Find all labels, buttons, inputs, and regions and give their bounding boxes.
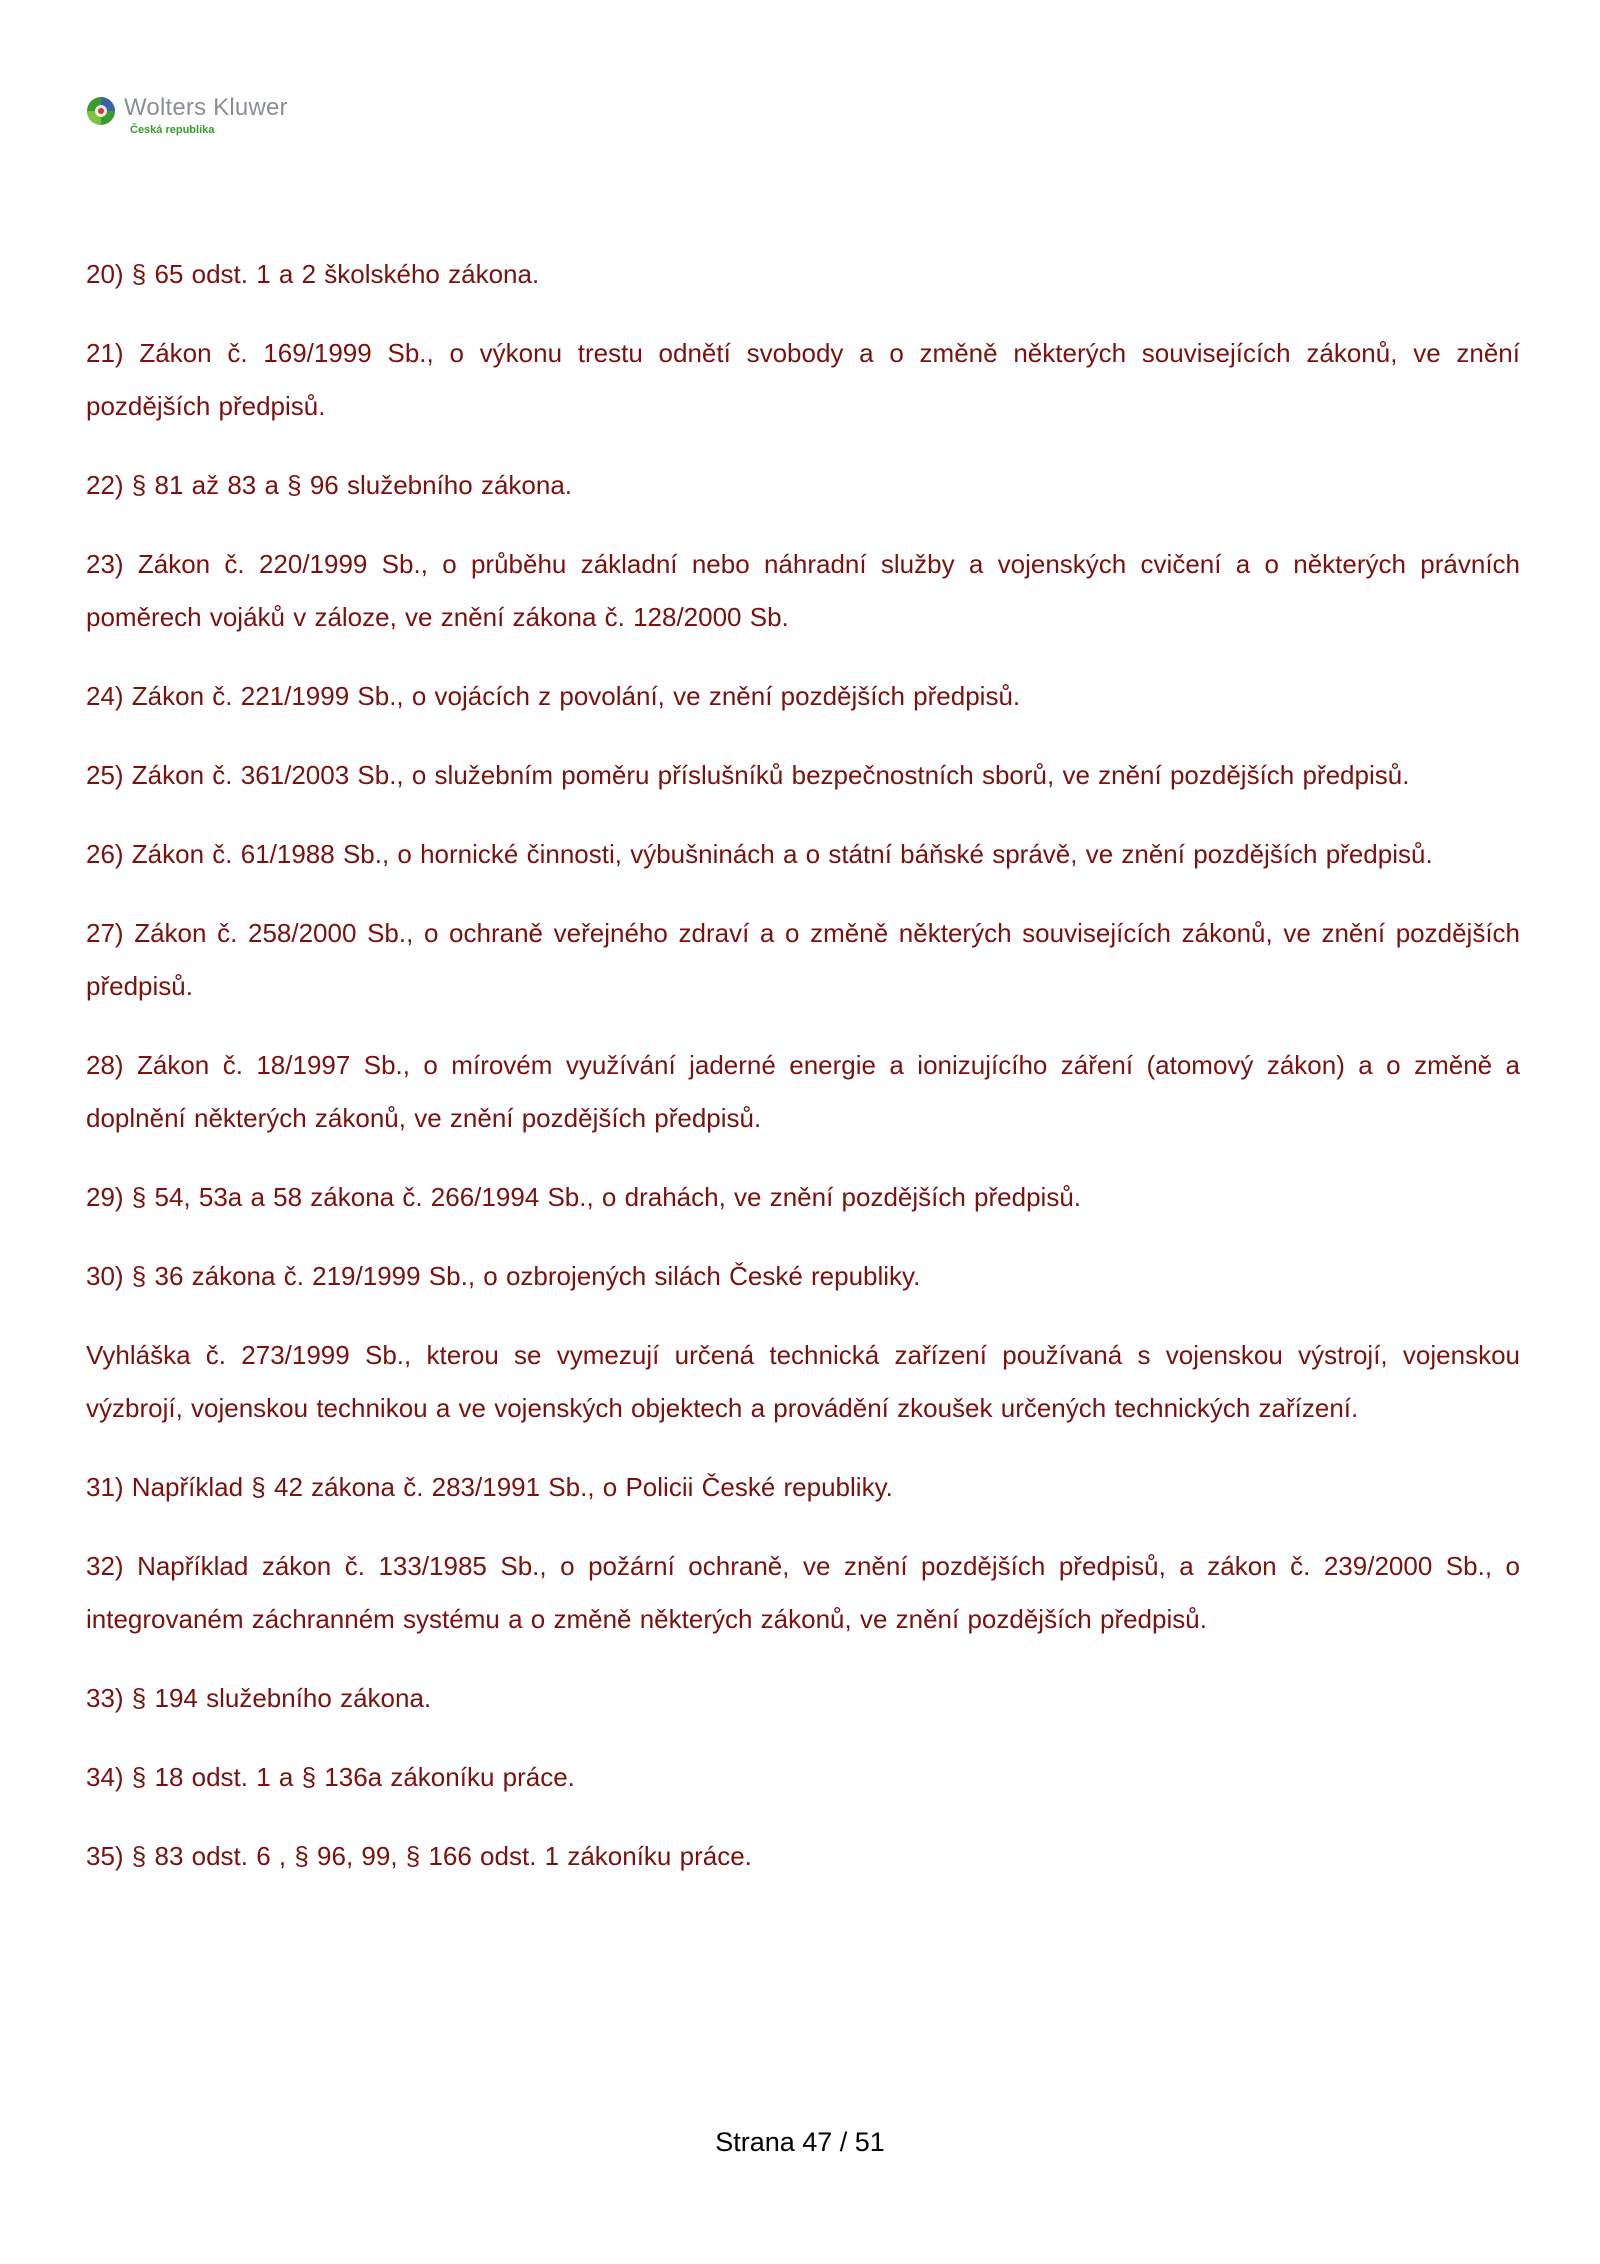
footnote-item: 21) Zákon č. 169/1999 Sb., o výkonu trestu odnětí svobody a o změně některých souvisejících zákonů, ve znění pozdějších předpisů. xyxy=(86,338,1520,421)
footnote-item: 33) § 194 služebního zákona. xyxy=(86,1683,432,1713)
publisher-logo xyxy=(86,94,346,144)
footnote-item: 30) § 36 zákona č. 219/1999 Sb., o ozbrojených silách České republiky. xyxy=(86,1261,921,1291)
footnote-item: 27) Zákon č. 258/2000 Sb., o ochraně veřejného zdraví a o změně některých souvisejících zákonů, ve znění pozdějších předpisů. xyxy=(86,918,1520,1001)
footnote-item: 31) Například § 42 zákona č. 283/1991 Sb., o Policii České republiky. xyxy=(86,1472,893,1502)
footnote-item: 34) § 18 odst. 1 a § 136a zákoníku práce. xyxy=(86,1762,575,1792)
footnote-item: 23) Zákon č. 220/1999 Sb., o průběhu základní nebo náhradní služby a vojenských cvičení a o některých právních poměrech vojáků v záloze, ve znění zákona č. 128/2000 Sb. xyxy=(86,549,1520,632)
footnote-item: 25) Zákon č. 361/2003 Sb., o služebním poměru příslušníků bezpečnostních sborů, ve znění pozdějších předpisů. xyxy=(86,760,1410,790)
footnote-item: Vyhláška č. 273/1999 Sb., kterou se vymezují určená technická zařízení používaná s vojenskou výstrojí, vojenskou výzbrojí, vojenskou technikou a ve vojenských objektech a provádění zkoušek určených technických zařízení. xyxy=(86,1340,1520,1423)
footnote-item: 35) § 83 odst. 6 , § 96, 99, § 166 odst. 1 zákoníku práce. xyxy=(86,1841,752,1871)
footnote-item: 24) Zákon č. 221/1999 Sb., o vojácích z povolání, ve znění pozdějších předpisů. xyxy=(86,681,1021,711)
footnote-item: 26) Zákon č. 61/1988 Sb., o hornické činnosti, výbušninách a o státní báňské správě, ve znění pozdějších předpisů. xyxy=(86,839,1433,869)
logo-subtitle: Česká republika xyxy=(130,124,215,136)
footnotes-list xyxy=(86,248,1520,1909)
wolters-kluwer-globe-icon xyxy=(86,96,116,126)
page-number: Strana 47 / 51 xyxy=(715,2127,885,2157)
footnote-item: 22) § 81 až 83 a § 96 služebního zákona. xyxy=(86,470,573,500)
footnote-item: 28) Zákon č. 18/1997 Sb., o mírovém využívání jaderné energie a ionizujícího záření (atomový zákon) a o změně a doplnění některých zákonů, ve znění pozdějších předpisů. xyxy=(86,1050,1520,1133)
footnote-item: 20) § 65 odst. 1 a 2 školského zákona. xyxy=(86,259,540,289)
footnote-item: 29) § 54, 53a a 58 zákona č. 266/1994 Sb., o drahách, ve znění pozdějších předpisů. xyxy=(86,1182,1082,1212)
footnote-item: 32) Například zákon č. 133/1985 Sb., o požární ochraně, ve znění pozdějších předpisů, a zákon č. 239/2000 Sb., o integrovaném záchranném systému a o změně některých zákonů, ve znění pozdějších předpisů. xyxy=(86,1551,1520,1634)
logo-name: Wolters Kluwer xyxy=(124,94,288,121)
